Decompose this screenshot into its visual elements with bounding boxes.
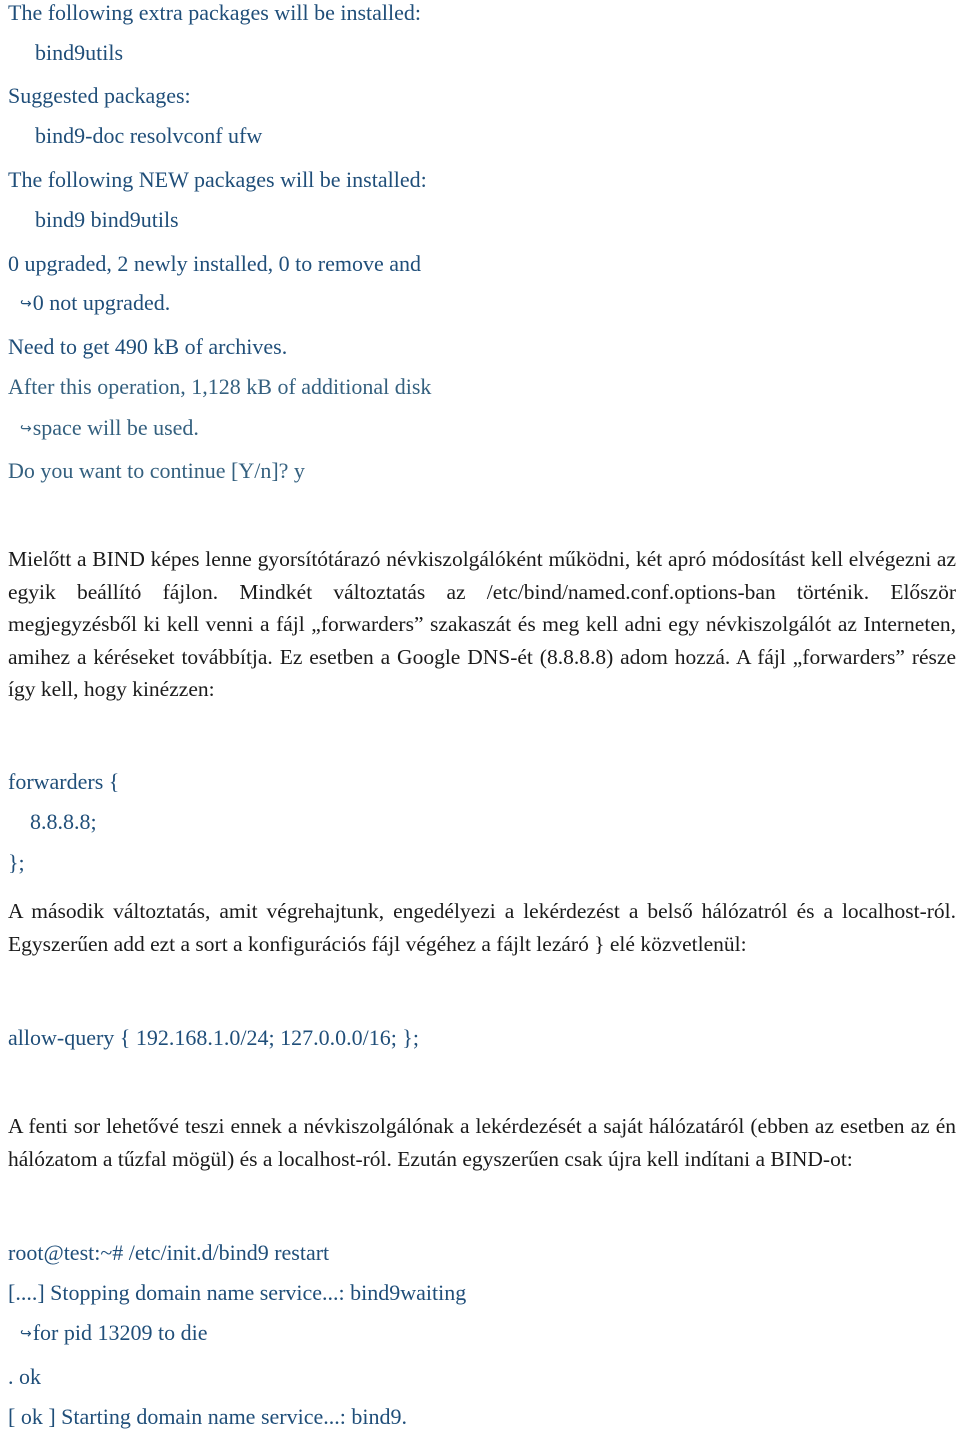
paragraph-intro: Mielőtt a BIND képes lenne gyorsítótárazó névkiszolgálóként működni, két apró módosítást kell elvégezni az egyik beállító fájlon. Mindkét változtatás az /etc/bind/named.conf.options-ban történik. Először megjegyzésből ki kell venni a fájl „forwarders” szakaszát és meg kell adni egy névkiszolgálót az Interneten, amihez a kéréseket továbbítja. Ez esetben a Google DNS-ét (8.8.8.8) adom hozzá. A fájl „forwarders” része így kell, hogy kinézzen: bbox=[8, 547, 956, 701]
terminal-line-stopping: [....] Stopping domain name service...: bind9waiting bbox=[8, 1280, 467, 1305]
paragraph-restart: A fenti sor lehetővé teszi ennek a névkiszolgálónak a lekérdezését a saját hálózatáról (ebben az esetben az én hálózatom a tűzfal mögül) és a localhost-ról. Ezután egyszerűen csak újra kell indítani a BIND-ot: bbox=[8, 1114, 956, 1171]
terminal-line-suggested-packages: bind9-doc resolvconf ufw bbox=[35, 123, 263, 148]
line-wrap-arrow-icon: ↪ bbox=[20, 1326, 32, 1342]
paragraph-allow-query: A második változtatás, amit végrehajtunk, engedélyezi a lekérdezést a belső hálózatról és a localhost-ról. Egyszerűen add ezt a sort a konfigurációs fájl végéhez a fájlt lezáró } elé közvetlenül: bbox=[8, 899, 956, 956]
terminal-line-new-packages: bind9 bind9utils bbox=[35, 207, 179, 232]
terminal-line-stopping-continued-text: for pid 13209 to die bbox=[32, 1320, 208, 1345]
terminal-line-summary-continued bbox=[20, 290, 170, 317]
code-forwarders-value: 8.8.8.8; bbox=[30, 809, 97, 834]
terminal-line-prompt: Do you want to continue [Y/n]? y bbox=[8, 458, 305, 483]
terminal-line-extra-header: The following extra packages will be installed: bbox=[8, 0, 421, 25]
line-wrap-arrow-icon: ↪ bbox=[20, 296, 32, 312]
code-forwarders-open: forwarders { bbox=[8, 769, 120, 794]
terminal-line-stopping-continued bbox=[20, 1320, 208, 1347]
code-forwarders-close: }; bbox=[8, 850, 25, 875]
terminal-line-new-header: The following NEW packages will be installed: bbox=[8, 167, 427, 192]
terminal-line-after-continued-text: space will be used. bbox=[32, 415, 199, 440]
terminal-line-summary: 0 upgraded, 2 newly installed, 0 to remove and bbox=[8, 251, 422, 276]
code-allow-query: allow-query { 192.168.1.0/24; 127.0.0.0/16; }; bbox=[8, 1025, 419, 1050]
terminal-line-starting: [ ok ] Starting domain name service...: bind9. bbox=[8, 1404, 407, 1429]
terminal-line-summary-continued-text: 0 not upgraded. bbox=[32, 290, 171, 315]
terminal-line-after-continued bbox=[20, 415, 199, 442]
terminal-line-restart-command: root@test:~# /etc/init.d/bind9 restart bbox=[8, 1240, 330, 1265]
terminal-line-suggested-header: Suggested packages: bbox=[8, 83, 191, 108]
terminal-line-need: Need to get 490 kB of archives. bbox=[8, 334, 288, 359]
terminal-line-after: After this operation, 1,128 kB of additional disk bbox=[8, 374, 432, 399]
line-wrap-arrow-icon: ↪ bbox=[20, 421, 32, 437]
terminal-line-ok: . ok bbox=[8, 1364, 41, 1389]
terminal-line-extra-packages: bind9utils bbox=[35, 40, 124, 65]
